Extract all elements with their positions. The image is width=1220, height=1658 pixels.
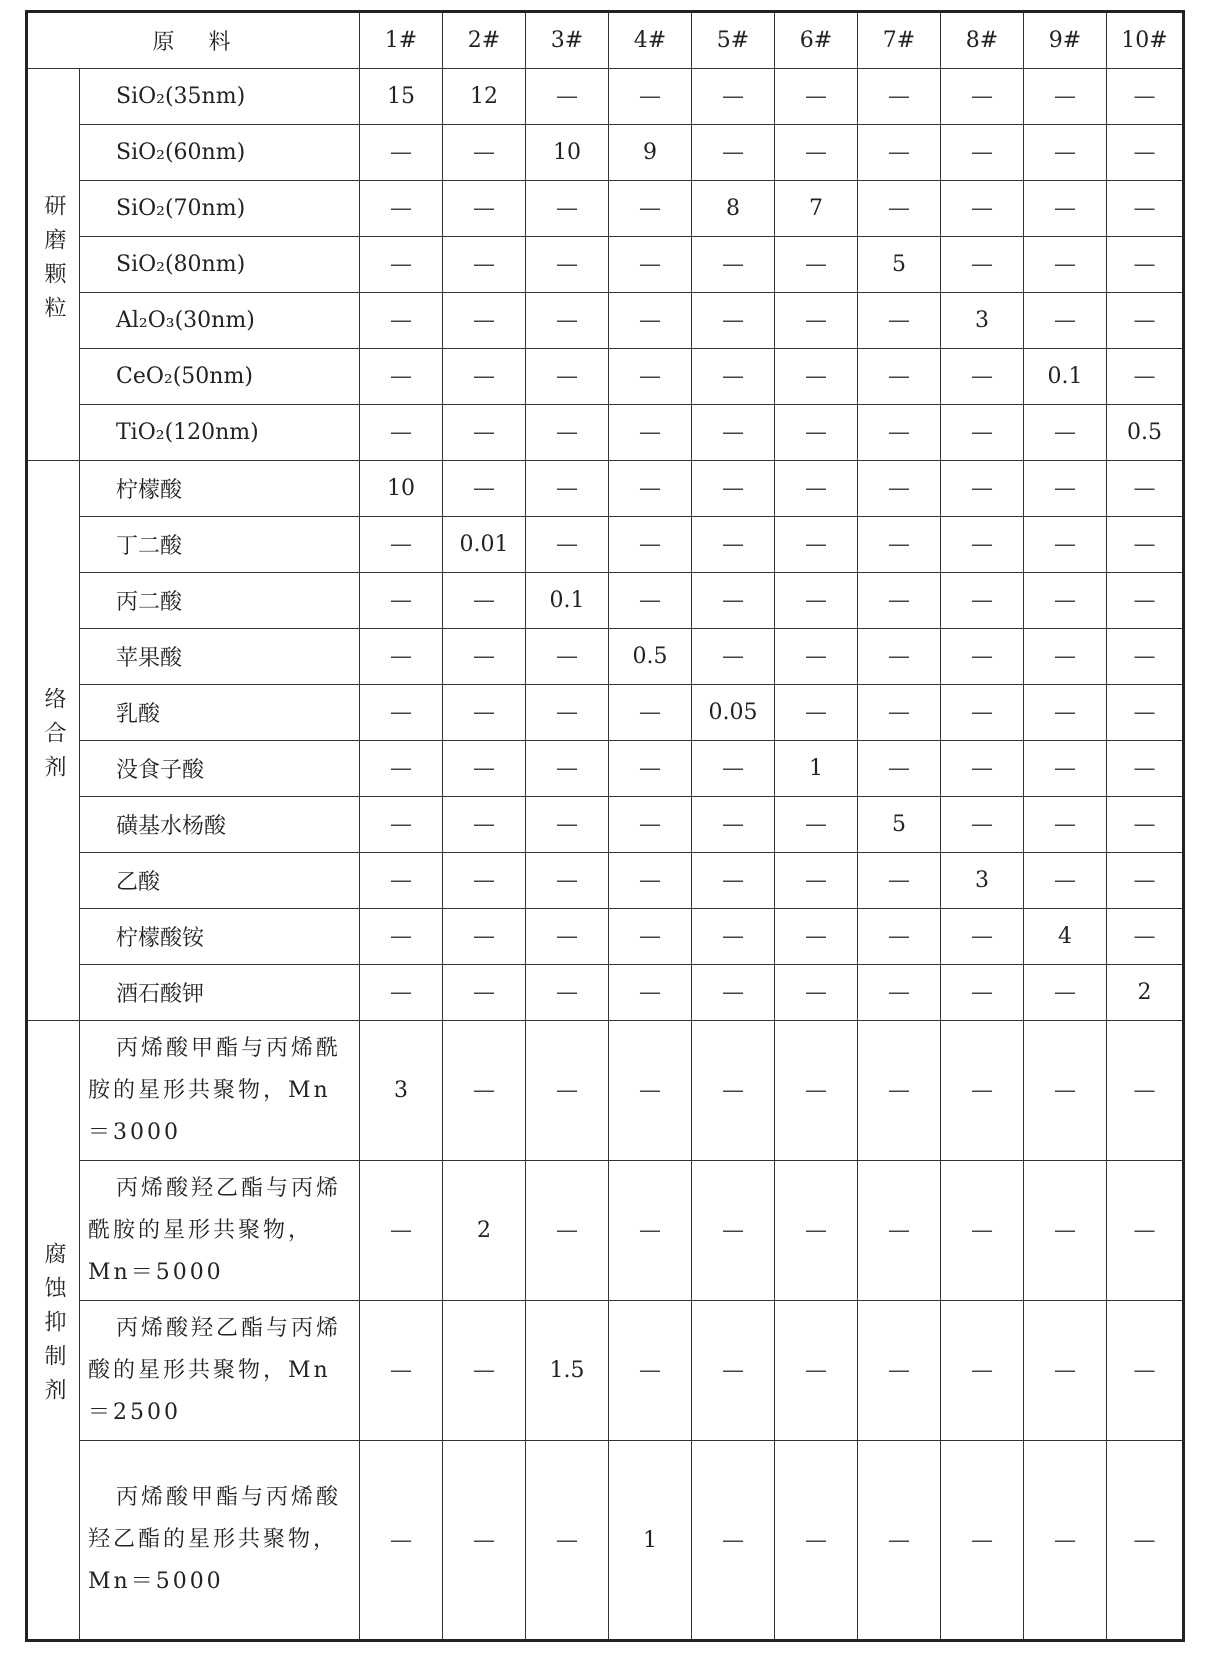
value-cell: —: [858, 293, 941, 349]
value-cell: —: [692, 349, 775, 405]
value-cell: 1.5: [526, 1301, 609, 1441]
material-name-text: SiO₂(60nm): [116, 140, 246, 165]
value-cell: —: [1024, 69, 1107, 125]
value-cell: —: [858, 909, 941, 965]
value-cell: —: [443, 573, 526, 629]
value-cell: 3: [360, 1021, 443, 1161]
value-cell: —: [526, 853, 609, 909]
value-cell: —: [692, 69, 775, 125]
material-name-text: 丙烯酸甲酯与丙烯酸羟乙酯的星形共聚物，Mn＝5000: [88, 1485, 342, 1594]
material-name-text: SiO₂(80nm): [116, 252, 246, 277]
material-name-text: 丙烯酸羟乙酯与丙烯酸的星形共聚物，Mn＝2500: [88, 1315, 342, 1425]
value-cell: —: [443, 237, 526, 293]
material-name: [80, 629, 360, 685]
value-cell: —: [609, 1301, 692, 1441]
value-cell: —: [1107, 1441, 1184, 1641]
value-cell: —: [526, 909, 609, 965]
value-cell: —: [1024, 461, 1107, 517]
value-cell: —: [526, 181, 609, 237]
value-cell: —: [858, 685, 941, 741]
value-cell: —: [858, 965, 941, 1021]
value-cell: —: [941, 517, 1024, 573]
value-cell: —: [941, 965, 1024, 1021]
value-cell: —: [941, 1161, 1024, 1301]
value-cell: —: [692, 573, 775, 629]
table-row: [27, 461, 1184, 517]
value-cell: —: [775, 1441, 858, 1641]
value-cell: —: [526, 237, 609, 293]
value-cell: —: [1024, 293, 1107, 349]
value-cell: —: [443, 909, 526, 965]
value-cell: —: [526, 797, 609, 853]
material-name-text: 酒石酸钾: [116, 982, 205, 1007]
value-cell: —: [692, 629, 775, 685]
value-cell: —: [1024, 1161, 1107, 1301]
category-cell: [27, 1021, 80, 1641]
material-name: [80, 125, 360, 181]
table-row: [27, 1021, 1184, 1161]
table-row: [27, 237, 1184, 293]
value-cell: —: [1024, 405, 1107, 461]
value-cell: —: [858, 69, 941, 125]
header-sample-4: 4#: [609, 12, 692, 69]
value-cell: —: [692, 1021, 775, 1161]
value-cell: —: [1024, 629, 1107, 685]
table-row: [27, 293, 1184, 349]
value-cell: —: [775, 629, 858, 685]
header-sample-10: 10#: [1107, 12, 1184, 69]
material-name-text: CeO₂(50nm): [116, 364, 253, 389]
material-name: [80, 293, 360, 349]
material-name-text: 丙烯酸羟乙酯与丙烯酰胺的星形共聚物，Mn＝5000: [88, 1175, 342, 1285]
value-cell: —: [1107, 237, 1184, 293]
value-cell: 5: [858, 797, 941, 853]
value-cell: —: [443, 1441, 526, 1641]
value-cell: —: [360, 965, 443, 1021]
value-cell: —: [858, 573, 941, 629]
value-cell: —: [443, 293, 526, 349]
value-cell: —: [775, 685, 858, 741]
value-cell: —: [443, 629, 526, 685]
value-cell: —: [526, 965, 609, 1021]
table-row: [27, 1441, 1184, 1641]
value-cell: —: [609, 909, 692, 965]
value-cell: —: [1024, 685, 1107, 741]
table-row: [27, 741, 1184, 797]
value-cell: —: [941, 573, 1024, 629]
value-cell: —: [1107, 797, 1184, 853]
material-name-text: 没食子酸: [116, 758, 205, 783]
material-name: [80, 237, 360, 293]
value-cell: —: [609, 69, 692, 125]
value-cell: —: [443, 349, 526, 405]
material-name: [80, 1021, 360, 1161]
value-cell: —: [526, 1441, 609, 1641]
value-cell: —: [360, 349, 443, 405]
value-cell: —: [609, 685, 692, 741]
value-cell: —: [1024, 1301, 1107, 1441]
material-name: [80, 573, 360, 629]
material-name-text: 丙烯酸甲酯与丙烯酰胺的星形共聚物，Mn＝3000: [88, 1035, 342, 1145]
value-cell: 3: [941, 293, 1024, 349]
value-cell: —: [526, 1021, 609, 1161]
value-cell: —: [443, 685, 526, 741]
value-cell: —: [858, 349, 941, 405]
value-cell: —: [360, 685, 443, 741]
value-cell: —: [858, 1441, 941, 1641]
value-cell: —: [526, 741, 609, 797]
material-name-text: 磺基水杨酸: [116, 814, 227, 839]
formulation-table-wrapper: [25, 10, 1185, 1642]
value-cell: —: [858, 1301, 941, 1441]
table-row: [27, 685, 1184, 741]
material-name-text: 丙二酸: [116, 590, 183, 615]
value-cell: —: [360, 797, 443, 853]
material-name-text: 苹果酸: [116, 646, 183, 671]
value-cell: —: [858, 405, 941, 461]
value-cell: —: [941, 237, 1024, 293]
value-cell: —: [692, 1301, 775, 1441]
table-row: [27, 517, 1184, 573]
table-row: [27, 349, 1184, 405]
header-sample-8: 8#: [941, 12, 1024, 69]
value-cell: —: [941, 1441, 1024, 1641]
value-cell: —: [692, 965, 775, 1021]
material-name: [80, 517, 360, 573]
category-label: 络合剂: [41, 686, 66, 789]
value-cell: —: [443, 1301, 526, 1441]
value-cell: —: [526, 685, 609, 741]
value-cell: —: [1107, 69, 1184, 125]
value-cell: —: [941, 461, 1024, 517]
value-cell: —: [609, 1161, 692, 1301]
value-cell: —: [443, 965, 526, 1021]
value-cell: —: [858, 517, 941, 573]
value-cell: —: [360, 1441, 443, 1641]
value-cell: —: [858, 181, 941, 237]
value-cell: —: [692, 293, 775, 349]
value-cell: —: [360, 237, 443, 293]
value-cell: —: [609, 181, 692, 237]
value-cell: —: [775, 293, 858, 349]
value-cell: —: [1024, 853, 1107, 909]
value-cell: —: [858, 853, 941, 909]
value-cell: —: [360, 293, 443, 349]
material-name-text: SiO₂(70nm): [116, 196, 246, 221]
value-cell: —: [360, 629, 443, 685]
value-cell: —: [443, 125, 526, 181]
value-cell: —: [609, 741, 692, 797]
value-cell: —: [775, 125, 858, 181]
category-cell: [27, 461, 80, 1021]
table-row: [27, 181, 1184, 237]
value-cell: 0.5: [1107, 405, 1184, 461]
material-name-text: TiO₂(120nm): [116, 420, 259, 445]
value-cell: —: [526, 349, 609, 405]
value-cell: —: [775, 349, 858, 405]
value-cell: —: [443, 741, 526, 797]
value-cell: —: [775, 237, 858, 293]
material-name-text: 乳酸: [116, 702, 161, 727]
value-cell: 10: [526, 125, 609, 181]
value-cell: —: [1107, 685, 1184, 741]
table-row: [27, 1301, 1184, 1441]
value-cell: —: [858, 1161, 941, 1301]
value-cell: —: [775, 461, 858, 517]
value-cell: —: [775, 573, 858, 629]
value-cell: —: [360, 853, 443, 909]
value-cell: —: [360, 909, 443, 965]
value-cell: —: [443, 853, 526, 909]
value-cell: —: [775, 853, 858, 909]
value-cell: 4: [1024, 909, 1107, 965]
value-cell: —: [443, 1021, 526, 1161]
value-cell: —: [360, 1301, 443, 1441]
value-cell: —: [1107, 181, 1184, 237]
table-row: [27, 909, 1184, 965]
value-cell: —: [775, 405, 858, 461]
material-name: [80, 1441, 360, 1641]
value-cell: —: [941, 741, 1024, 797]
value-cell: —: [526, 517, 609, 573]
value-cell: —: [692, 517, 775, 573]
material-name: [80, 797, 360, 853]
material-name: [80, 1161, 360, 1301]
value-cell: —: [858, 461, 941, 517]
material-name-text: SiO₂(35nm): [116, 84, 246, 109]
value-cell: —: [1107, 629, 1184, 685]
value-cell: —: [443, 461, 526, 517]
material-name-text: 柠檬酸: [116, 478, 183, 503]
value-cell: —: [609, 293, 692, 349]
value-cell: —: [692, 1441, 775, 1641]
value-cell: —: [526, 461, 609, 517]
material-name: [80, 965, 360, 1021]
value-cell: —: [692, 237, 775, 293]
value-cell: —: [609, 405, 692, 461]
value-cell: —: [360, 573, 443, 629]
value-cell: —: [526, 1161, 609, 1301]
value-cell: —: [1024, 1021, 1107, 1161]
header-sample-2: 2#: [443, 12, 526, 69]
value-cell: —: [941, 629, 1024, 685]
material-name: [80, 461, 360, 517]
value-cell: —: [1107, 1301, 1184, 1441]
value-cell: 0.5: [609, 629, 692, 685]
value-cell: —: [1024, 1441, 1107, 1641]
value-cell: —: [443, 797, 526, 853]
value-cell: —: [1107, 741, 1184, 797]
value-cell: —: [775, 517, 858, 573]
value-cell: —: [1024, 741, 1107, 797]
value-cell: 12: [443, 69, 526, 125]
value-cell: —: [775, 965, 858, 1021]
header-sample-6: 6#: [775, 12, 858, 69]
value-cell: —: [692, 1161, 775, 1301]
value-cell: —: [1024, 797, 1107, 853]
value-cell: —: [1107, 853, 1184, 909]
material-name: [80, 909, 360, 965]
value-cell: —: [360, 1161, 443, 1301]
value-cell: —: [858, 125, 941, 181]
material-name: [80, 853, 360, 909]
table-row: [27, 1161, 1184, 1301]
material-name: [80, 1301, 360, 1441]
value-cell: —: [1107, 573, 1184, 629]
table-row: [27, 69, 1184, 125]
value-cell: —: [941, 797, 1024, 853]
value-cell: —: [1024, 237, 1107, 293]
value-cell: —: [775, 1021, 858, 1161]
table-row: [27, 629, 1184, 685]
value-cell: —: [941, 1301, 1024, 1441]
value-cell: —: [609, 237, 692, 293]
category-label: 腐蚀抑制剂: [41, 1242, 66, 1412]
value-cell: —: [941, 125, 1024, 181]
value-cell: —: [360, 517, 443, 573]
value-cell: —: [775, 69, 858, 125]
material-name-text: 柠檬酸铵: [116, 926, 205, 951]
material-name: [80, 741, 360, 797]
value-cell: —: [692, 405, 775, 461]
value-cell: 15: [360, 69, 443, 125]
table-row: [27, 573, 1184, 629]
value-cell: —: [1024, 517, 1107, 573]
material-name: [80, 349, 360, 405]
value-cell: 5: [858, 237, 941, 293]
value-cell: —: [692, 125, 775, 181]
value-cell: 3: [941, 853, 1024, 909]
header-sample-3: 3#: [526, 12, 609, 69]
value-cell: 9: [609, 125, 692, 181]
value-cell: 1: [775, 741, 858, 797]
value-cell: 0.01: [443, 517, 526, 573]
value-cell: —: [775, 1301, 858, 1441]
value-cell: —: [941, 685, 1024, 741]
table-row: [27, 405, 1184, 461]
value-cell: 2: [1107, 965, 1184, 1021]
value-cell: —: [526, 293, 609, 349]
value-cell: —: [360, 405, 443, 461]
value-cell: —: [1107, 1161, 1184, 1301]
value-cell: —: [443, 181, 526, 237]
value-cell: —: [692, 909, 775, 965]
value-cell: —: [692, 797, 775, 853]
material-name: [80, 685, 360, 741]
value-cell: 8: [692, 181, 775, 237]
header-row: [27, 12, 1184, 69]
material-name: [80, 69, 360, 125]
header-sample-9: 9#: [1024, 12, 1107, 69]
value-cell: —: [775, 1161, 858, 1301]
value-cell: —: [1024, 181, 1107, 237]
value-cell: —: [941, 181, 1024, 237]
value-cell: —: [609, 965, 692, 1021]
value-cell: 0.1: [1024, 349, 1107, 405]
table-row: [27, 797, 1184, 853]
value-cell: 10: [360, 461, 443, 517]
value-cell: —: [775, 909, 858, 965]
value-cell: —: [609, 349, 692, 405]
value-cell: —: [1024, 965, 1107, 1021]
value-cell: —: [1107, 517, 1184, 573]
category-label: 研磨颗粒: [41, 193, 66, 330]
value-cell: —: [941, 405, 1024, 461]
value-cell: —: [609, 853, 692, 909]
material-name-text: Al₂O₃(30nm): [116, 308, 255, 333]
value-cell: —: [1107, 349, 1184, 405]
value-cell: —: [941, 909, 1024, 965]
value-cell: —: [775, 797, 858, 853]
table-row: [27, 853, 1184, 909]
value-cell: —: [526, 629, 609, 685]
value-cell: —: [360, 125, 443, 181]
value-cell: —: [1107, 125, 1184, 181]
header-sample-1: 1#: [360, 12, 443, 69]
header-sample-5: 5#: [692, 12, 775, 69]
value-cell: —: [609, 1021, 692, 1161]
value-cell: 0.1: [526, 573, 609, 629]
material-name: [80, 181, 360, 237]
header-sample-7: 7#: [858, 12, 941, 69]
value-cell: —: [526, 69, 609, 125]
value-cell: 0.05: [692, 685, 775, 741]
value-cell: —: [1024, 125, 1107, 181]
value-cell: —: [609, 573, 692, 629]
material-name-text: 丁二酸: [116, 534, 183, 559]
value-cell: —: [692, 853, 775, 909]
value-cell: —: [360, 181, 443, 237]
value-cell: —: [941, 69, 1024, 125]
value-cell: —: [609, 461, 692, 517]
value-cell: —: [1024, 573, 1107, 629]
value-cell: —: [858, 629, 941, 685]
value-cell: —: [941, 349, 1024, 405]
value-cell: 2: [443, 1161, 526, 1301]
table-row: [27, 965, 1184, 1021]
value-cell: —: [526, 405, 609, 461]
value-cell: —: [692, 741, 775, 797]
value-cell: —: [360, 741, 443, 797]
material-name-text: 乙酸: [116, 870, 161, 895]
material-name: [80, 405, 360, 461]
category-cell: [27, 69, 80, 461]
value-cell: —: [1107, 1021, 1184, 1161]
value-cell: —: [1107, 461, 1184, 517]
value-cell: —: [609, 797, 692, 853]
value-cell: —: [692, 461, 775, 517]
value-cell: —: [858, 741, 941, 797]
value-cell: —: [1107, 909, 1184, 965]
value-cell: 7: [775, 181, 858, 237]
value-cell: —: [1107, 293, 1184, 349]
header-material: 原料: [27, 12, 360, 69]
table-row: [27, 125, 1184, 181]
value-cell: —: [858, 1021, 941, 1161]
value-cell: —: [443, 405, 526, 461]
value-cell: —: [609, 517, 692, 573]
formulation-table: [25, 10, 1185, 1642]
value-cell: 1: [609, 1441, 692, 1641]
value-cell: —: [941, 1021, 1024, 1161]
